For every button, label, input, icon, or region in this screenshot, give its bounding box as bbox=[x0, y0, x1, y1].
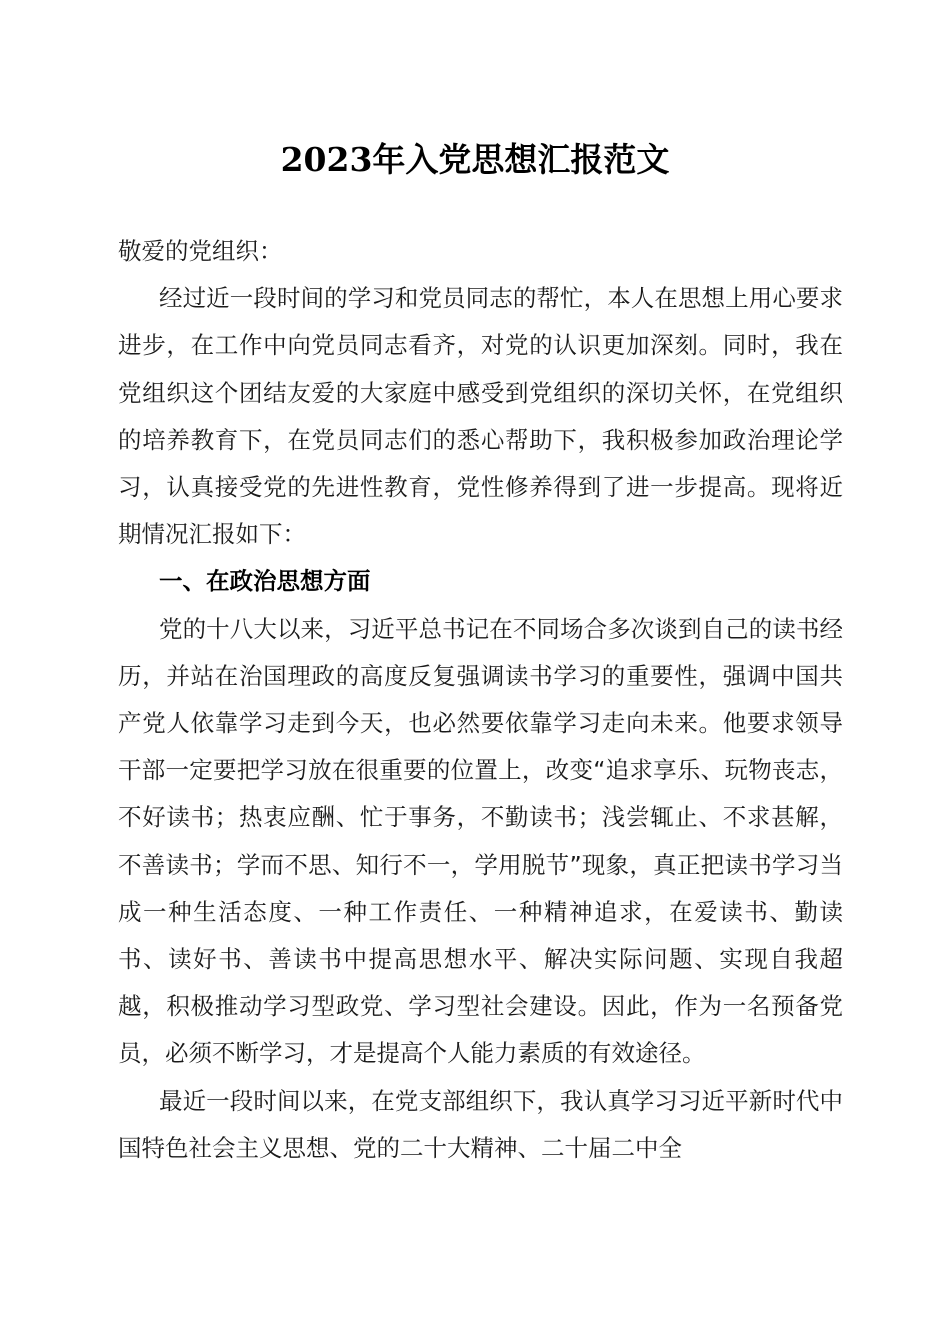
section1-paragraph-1: 党的十八大以来，习近平总书记在不同场合多次谈到自己的读书经历，并站在治国理政的高度反复强调读书学习的重要性，强调中国共产党人依靠学习走到今天，也必然要依靠学习走向未来。他要求领导干部一定要把学习放在很重要的位置上，改变“追求享乐、玩物丧志，不好读书；热衷应酬、忙于事务，不勤读书；浅尝辄止、不求甚解，不善读书；学而不思、知行不一，学用脱节”现象，真正把读书学习当成一种生活态度、一种工作责任、一种精神追求，在爱读书、勤读书、读好书、善读书中提高思想水平、解决实际问题、实现自我超越，积极推动学习型政党、学习型社会建设。因此，作为一名预备党员，必须不断学习，才是提高个人能力素质的有效途径。 bbox=[118, 614, 843, 1068]
intro-paragraph: 经过近一段时间的学习和党员同志的帮忙，本人在思想上用心要求进步，在工作中向党员同志看齐，对党的认识更加深刻。同时，我在党组织这个团结友爱的大家庭中感受到党组织的深切关怀，在党组织的培养教育下，在党员同志们的悉心帮助下，我积极参加政治理论学习，认真接受党的先进性教育，党性修养得到了进一步提高。现将近期情况汇报如下： bbox=[118, 284, 843, 549]
document-title: 2023年入党思想汇报范文 bbox=[280, 140, 670, 179]
document-body bbox=[118, 228, 843, 1172]
section1-paragraph-2: 最近一段时间以来，在党支部组织下，我认真学习习近平新时代中国特色社会主义思想、党的二十大精神、二十届二中全 bbox=[118, 1086, 843, 1162]
salutation: 敬爱的党组织： bbox=[118, 237, 283, 265]
section-heading-political-thought: 一、在政治思想方面 bbox=[159, 567, 371, 596]
